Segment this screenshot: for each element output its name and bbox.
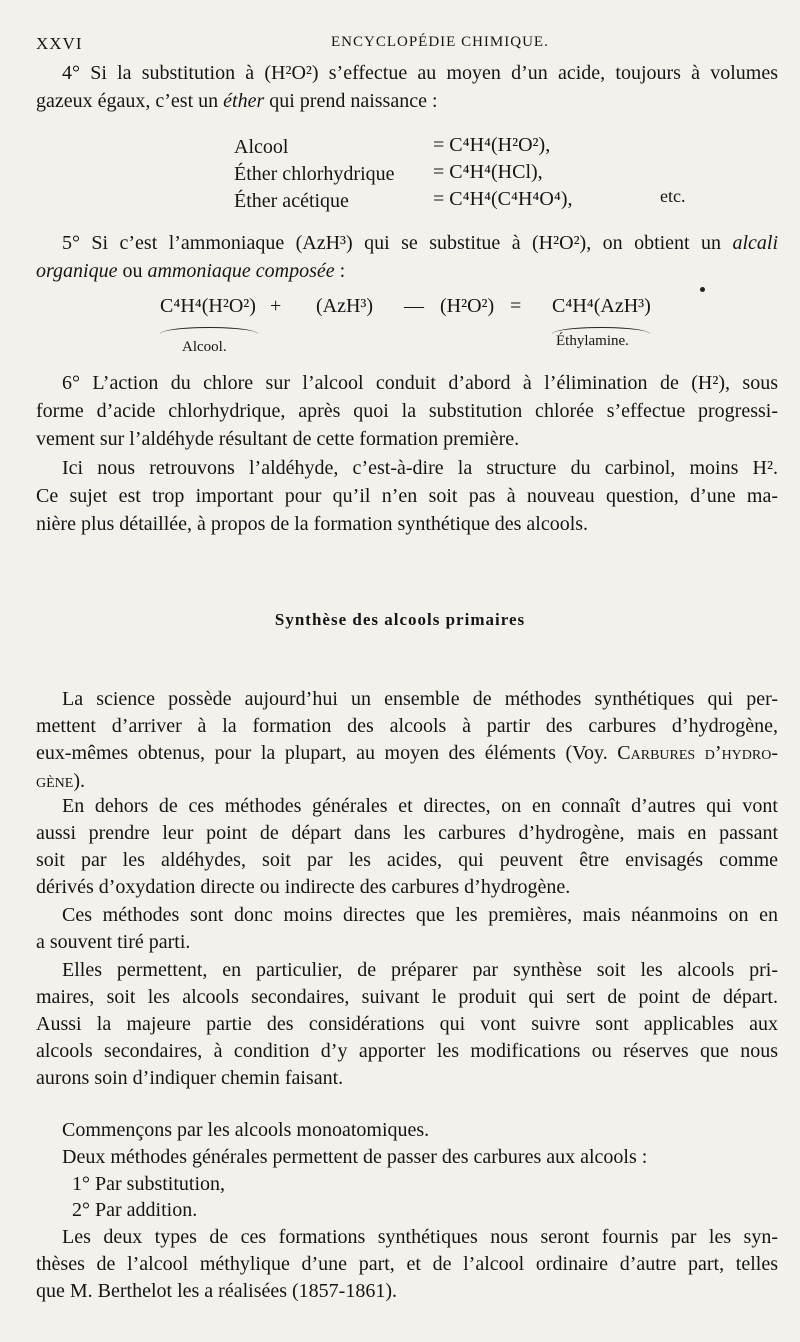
para7-line1: Ici nous retrouvons l’aldéhyde, c’est-à-dire la structure du carbinol, moins H². [62, 457, 778, 479]
para11-line5: aurons soin d’indiquer chemin faisant. [36, 1067, 344, 1089]
ink-dot [700, 287, 705, 292]
para6-line3: vement sur l’aldéhyde résultant de cette formation première. [36, 428, 520, 450]
running-title: ENCYCLOPÉDIE CHIMIQUE. [331, 34, 549, 50]
para9-line4: dérivés d’oxydation directe ou indirecte des carbures d’hydrogène. [36, 876, 571, 898]
reaction-plus: + [270, 295, 282, 317]
page-number: XXVI [36, 34, 83, 53]
para12-line2: Deux méthodes générales permettent de passer des carbures aux alcools : [62, 1146, 648, 1168]
para4-line1: 4° Si la substitution à (H²O²) s’effectue au moyen d’un acide, toujours à volumes [62, 62, 778, 84]
para4-line2: gazeux égaux, c’est un éther qui prend naissance : [36, 90, 438, 112]
label-ethylamine: Éthylamine. [556, 333, 629, 349]
para8-line4: gène). [36, 770, 85, 792]
para10-line1: Ces méthodes sont donc moins directes que les premières, mais néanmoins on en [62, 904, 778, 926]
para8-line2: mettent d’arriver à la formation des alcools à partir des carbures d’hydrogène, [36, 715, 778, 737]
equation-name-2: Éther chlorhydrique [234, 163, 395, 185]
reaction-minus: — [404, 295, 424, 317]
para7-line2: Ce sujet est trop important pour qu’il n’en soit pas à nouveau question, d’une ma- [36, 485, 778, 507]
reaction-term-ammonia: (AzH³) [316, 295, 374, 317]
para9-line3: soit par les aldéhydes, soit par les acides, qui peuvent être envisagés comme [36, 849, 778, 871]
para10-line2: a souvent tiré parti. [36, 931, 191, 953]
equation-formula-1: = C⁴H⁴(H²O²), [433, 134, 551, 156]
para12-line4: 2° Par addition. [72, 1199, 198, 1221]
para13-line2: thèses de l’alcool méthylique d’une part, et de l’alcool ordinaire d’autre part, telles [36, 1253, 778, 1275]
etc-label: etc. [660, 186, 686, 206]
para11-line4: alcools secondaires, à condition d’y apporter les modifications ou réserves que nous [36, 1040, 778, 1062]
para13-line1: Les deux types de ces formations synthétiques nous seront fournis par les syn- [62, 1226, 778, 1248]
equation-name-1: Alcool [234, 136, 289, 158]
para11-line3: Aussi la majeure partie des considérations qui vont suivre sont applicables aux [36, 1013, 778, 1035]
para8-line1: La science possède aujourd’hui un ensemble de méthodes synthétiques qui per- [62, 688, 778, 710]
para9-line2: aussi prendre leur point de départ dans les carbures d’hydrogène, mais en passant [36, 822, 778, 844]
reaction-equals: = [510, 295, 522, 317]
equation-name-3: Éther acétique [234, 190, 349, 212]
para11-line1: Elles permettent, en particulier, de préparer par synthèse soit les alcools pri- [62, 959, 778, 981]
label-alcool: Alcool. [182, 339, 227, 355]
section-title: Synthèse des alcools primaires [274, 610, 526, 629]
brace-alcool [160, 327, 258, 334]
reaction-term-alcool: C⁴H⁴(H²O²) [160, 295, 256, 317]
para12-line1: Commençons par les alcools monoatomiques. [62, 1119, 430, 1141]
equation-formula-2: = C⁴H⁴(HCl), [433, 161, 543, 183]
equation-formula-3: = C⁴H⁴(C⁴H⁴O⁴), [433, 188, 573, 210]
para5-line2: organique ou ammoniaque composée : [36, 260, 346, 282]
para11-line2: maires, soit les alcools secondaires, suivant le produit qui sert de point de départ. [36, 986, 778, 1008]
page-header [36, 34, 770, 58]
para8-line3: eux-mêmes obtenus, pour la plupart, au moyen des éléments (Voy. Carbures d’hydro- [36, 742, 779, 764]
para6-line1: 6° L’action du chlore sur l’alcool conduit d’abord à l’élimination de (H²), sous [62, 372, 778, 394]
para6-line2: forme d’acide chlorhydrique, après quoi la substitution chlorée s’effectue progressi- [36, 400, 778, 422]
reaction-term-water: (H²O²) [440, 295, 495, 317]
para12-line3: 1° Par substitution, [72, 1173, 226, 1195]
para5-line1: 5° Si c’est l’ammoniaque (AzH³) qui se substitue à (H²O²), on obtient un alcali [62, 232, 778, 254]
para7-line3: nière plus détaillée, à propos de la formation synthétique des alcools. [36, 513, 589, 535]
reaction-term-ethylamine: C⁴H⁴(AzH³) [552, 295, 651, 317]
para13-line3: que M. Berthelot les a réalisées (1857-1861). [36, 1280, 398, 1302]
para9-line1: En dehors de ces méthodes générales et directes, on en connaît d’autres qui vont [62, 795, 778, 817]
